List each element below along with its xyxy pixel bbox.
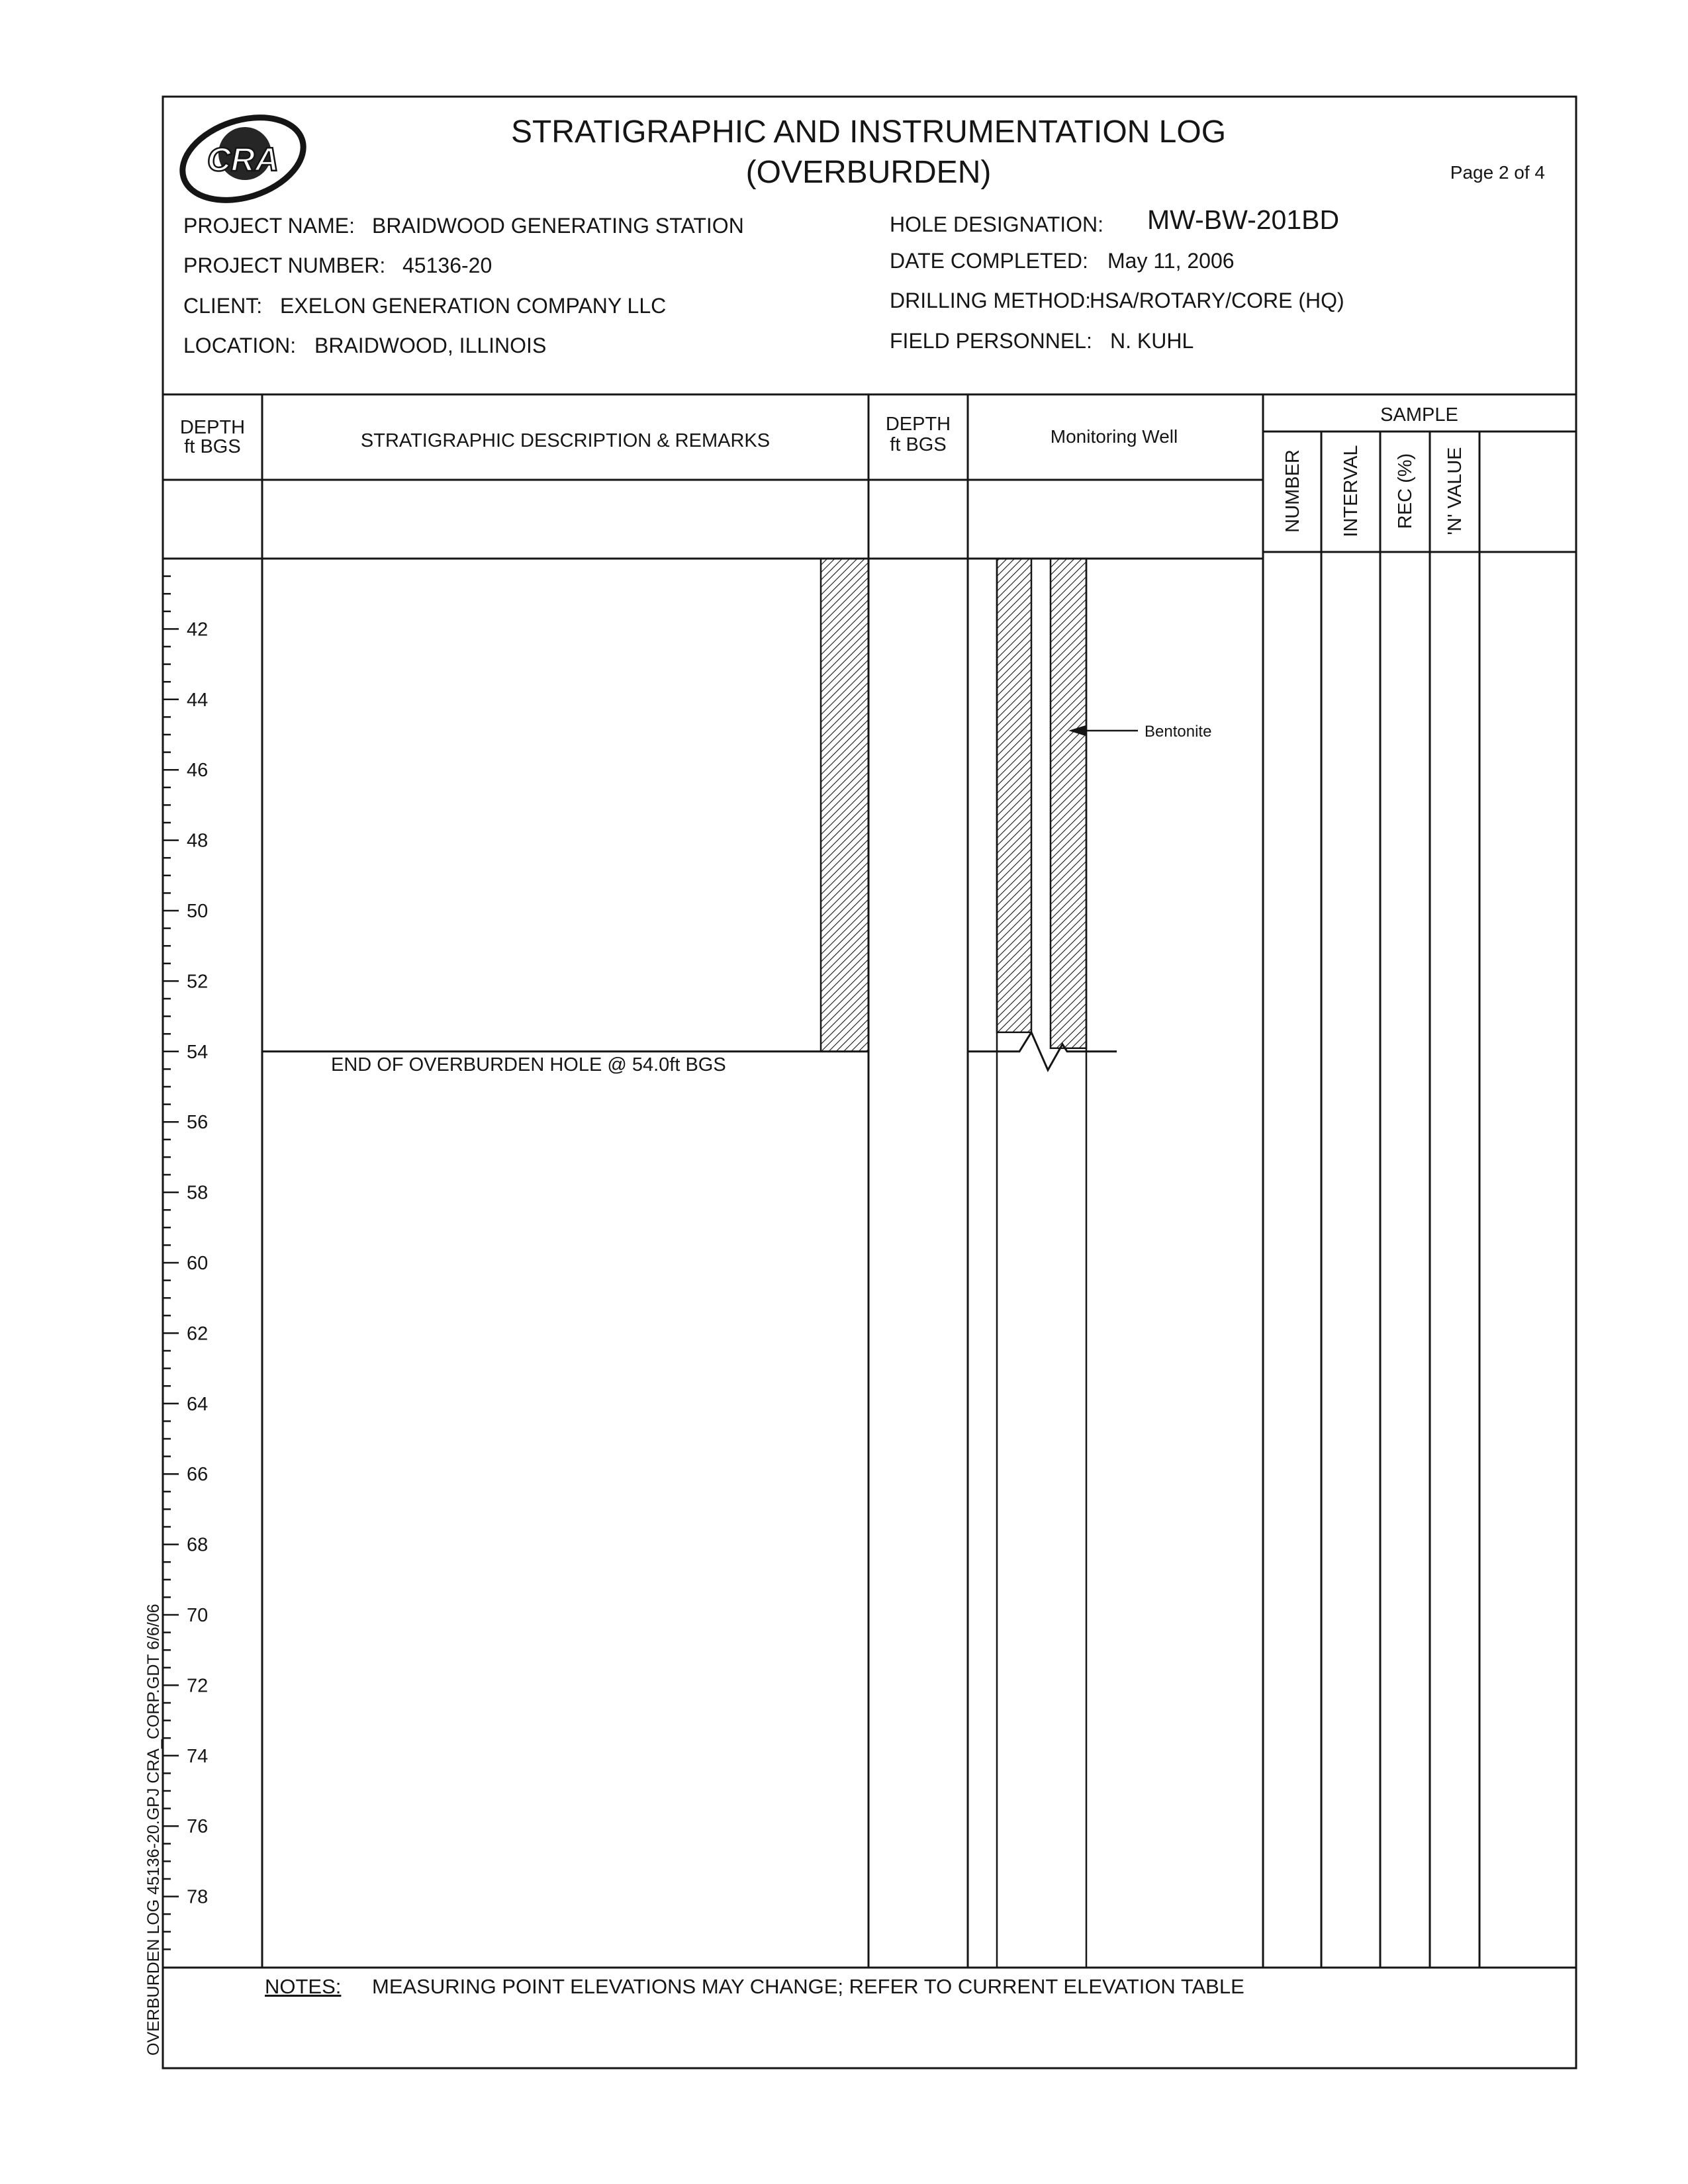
notes-text: MEASURING POINT ELEVATIONS MAY CHANGE; REFER TO CURRENT ELEVATION TABLE — [372, 1975, 1244, 1998]
location-value: BRAIDWOOD, ILLINOIS — [314, 334, 547, 357]
depth-label: 62 — [187, 1323, 209, 1345]
notes-label: NOTES: — [265, 1975, 342, 1998]
description-header: STRATIGRAPHIC DESCRIPTION & REMARKS — [360, 430, 771, 451]
table-grid — [163, 394, 1576, 1968]
project-name-row — [183, 214, 744, 238]
project-number-value: 45136-20 — [402, 253, 492, 277]
depth-label: 58 — [187, 1182, 209, 1204]
sample-n-value-header: 'N' VALUE — [1444, 447, 1466, 535]
bentonite-label: Bentonite — [1145, 723, 1212, 741]
depth-scale — [163, 576, 208, 1950]
client-value: EXELON GENERATION COMPANY LLC — [280, 294, 667, 318]
depth-label: 46 — [187, 760, 209, 782]
depth-label: 70 — [187, 1605, 209, 1626]
depth-header-line-1: DEPTH — [179, 417, 246, 438]
client-label: CLIENT: — [183, 294, 263, 318]
well-break-symbol — [968, 1032, 1117, 1070]
depth-label: 68 — [187, 1534, 209, 1556]
file-stamp: OVERBURDEN LOG 45136-20.GPJ CRA_CORP.GDT 6/6/06 — [144, 1604, 163, 2056]
logo-text: CRA — [207, 141, 279, 178]
sample-interval-header: INTERVAL — [1340, 445, 1362, 537]
sample-header: SAMPLE — [1380, 404, 1458, 426]
depth-label: 72 — [187, 1675, 209, 1697]
hole-designation-value: MW-BW-201BD — [1147, 205, 1340, 235]
drilling-method-row — [890, 289, 1344, 312]
hole-designation-label: HOLE DESIGNATION: — [890, 212, 1104, 236]
depth-label: 44 — [187, 689, 209, 711]
page-number: Page 2 of 4 — [1450, 162, 1545, 183]
depth-label: 52 — [187, 971, 209, 993]
depth2-header-line-2: ft BGS — [890, 434, 947, 455]
location-label: LOCATION: — [183, 334, 297, 357]
project-number-row — [183, 253, 492, 277]
depth-label: 78 — [187, 1886, 209, 1908]
field-personnel-row — [890, 329, 1194, 353]
field-personnel-value: N. KUHL — [1110, 329, 1194, 353]
depth-label: 64 — [187, 1393, 209, 1415]
monitoring-well-header: Monitoring Well — [1050, 426, 1178, 447]
end-of-hole-text: END OF OVERBURDEN HOLE @ 54.0ft BGS — [331, 1054, 726, 1075]
cra-logo — [172, 103, 314, 214]
project-number-label: PROJECT NUMBER: — [183, 253, 386, 277]
field-personnel-label: FIELD PERSONNEL: — [890, 329, 1092, 353]
title-line-2: (OVERBURDEN) — [745, 155, 992, 190]
depth2-header-line-1: DEPTH — [885, 414, 951, 435]
bentonite-bar-right — [1051, 559, 1086, 1048]
depth-label: 60 — [187, 1253, 209, 1274]
depth-label: 74 — [187, 1745, 209, 1767]
sample-number-header: NUMBER — [1282, 449, 1303, 533]
depth-header-line-2: ft BGS — [184, 436, 241, 457]
depth-label: 42 — [187, 619, 209, 641]
depth-label: 66 — [187, 1464, 209, 1486]
project-name-value: BRAIDWOOD GENERATING STATION — [372, 214, 744, 238]
depth-label: 76 — [187, 1816, 209, 1838]
sample-rec-header: REC (%) — [1395, 453, 1416, 529]
strat-hatch-column — [821, 559, 868, 1052]
depth-label: 48 — [187, 830, 209, 852]
date-completed-row — [890, 249, 1235, 273]
drilling-method-label: DRILLING METHOD: — [890, 289, 1092, 312]
depth-label: 50 — [187, 901, 209, 922]
client-row — [183, 294, 666, 318]
bentonite-bar-left — [997, 559, 1031, 1032]
date-completed-value: May 11, 2006 — [1107, 249, 1235, 273]
depth-label: 56 — [187, 1112, 209, 1134]
date-completed-label: DATE COMPLETED: — [890, 249, 1088, 273]
depth-label: 54 — [187, 1041, 209, 1063]
project-name-label: PROJECT NAME: — [183, 214, 355, 238]
location-row — [183, 334, 546, 357]
drilling-method-value: HSA/ROTARY/CORE (HQ) — [1090, 289, 1344, 312]
title-line-1: STRATIGRAPHIC AND INSTRUMENTATION LOG — [510, 114, 1227, 150]
